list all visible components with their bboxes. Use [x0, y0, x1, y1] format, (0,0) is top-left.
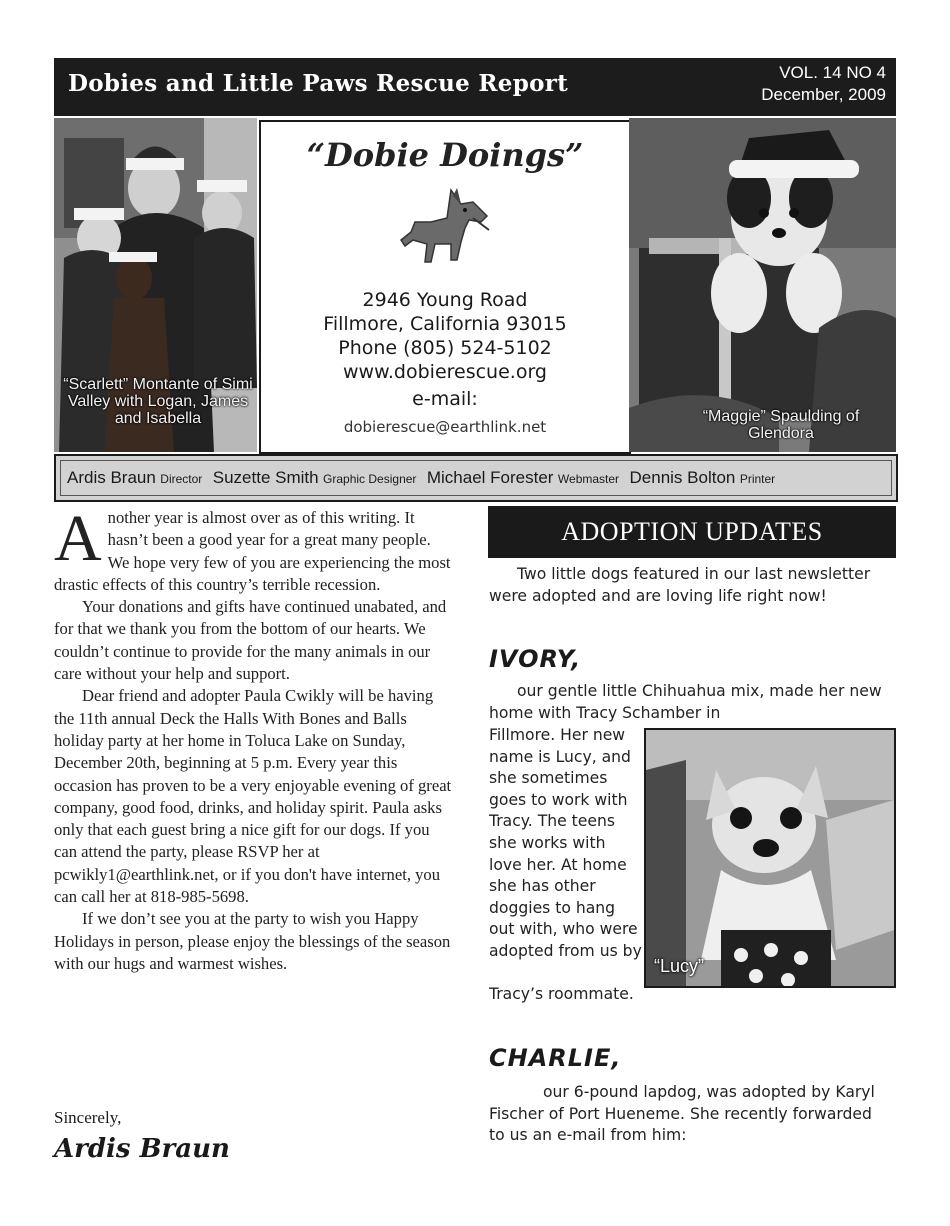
ivory-text-end: Tracy’s roommate.	[489, 985, 634, 1003]
contact-address	[261, 288, 629, 384]
charlie-heading: CHARLIE,	[489, 1044, 622, 1072]
drop-cap: A	[54, 502, 102, 575]
lucy-photo-caption: “Lucy”	[654, 956, 705, 976]
ivory-text-body: Fillmore. Her new name is Lucy, and she sometimes goes to work with Tracy. The teens she works with love her. At home she has other doggies to hang out with, who were adopted from us by	[489, 726, 642, 960]
staff-name: Suzette Smith	[212, 468, 319, 487]
staff-name: Michael Forester	[426, 468, 554, 487]
dog-logo-icon	[391, 182, 501, 272]
lucy-photo-image	[646, 730, 894, 986]
letter-paragraph	[54, 502, 454, 596]
letter-paragraph-1-text: nother year is almost over as of this writing. It hasn’t been a good year for a great many people. We hope very few of you are experiencing the most drastic effects of this country’s terrible recession.	[54, 508, 451, 594]
dobie-doings-logo: “Dobie Doings”	[306, 136, 584, 174]
issue-date: December, 2009	[761, 85, 886, 104]
staff-role: Webmaster	[557, 472, 620, 486]
address-street: 2946 Young Road	[362, 289, 528, 311]
signature: Ardis Braun	[54, 1134, 230, 1164]
staff-role: Graphic Designer	[323, 472, 417, 486]
letter-paragraph-3: Dear friend and adopter Paula Cwikly will be having the 11th annual Deck the Halls With Bones and Balls holiday party at her home in Toluca Lake on Sunday, December 20th, beginning at 5 p.m. Every year this occasion has proven to be a very enjoyable evening of great company, good food, drinks, and holiday spirit. Paula asks only that each guest bring a nice gift for our dogs. If you can attend the party, please RSVP her at pcwikly1@earthlink.net, or if you don't have internet, you can call her at 818-985-5698.	[54, 686, 452, 907]
issue-info	[761, 62, 886, 106]
maggie-photo	[629, 118, 896, 452]
volume-number: VOL. 14 NO 4	[779, 63, 886, 82]
family-photo	[54, 118, 257, 452]
staff-credits	[60, 460, 892, 496]
masthead-box	[259, 120, 631, 454]
email-label: e-mail:	[412, 388, 478, 410]
website-link[interactable]: www.dobierescue.org	[343, 361, 547, 383]
letter-paragraph-4: If we don’t see you at the party to wish you Happy Holidays in person, please enjoy the blessings of the season with our hugs and warmest wishes.	[54, 909, 451, 973]
phone-number: Phone (805) 524-5102	[338, 337, 552, 359]
director-letter	[54, 502, 454, 975]
maggie-photo-caption: “Maggie” Spaulding of Glendora	[702, 408, 860, 442]
staff-name: Dennis Bolton	[629, 468, 736, 487]
charlie-text: our 6-pound lapdog, was adopted by Karyl Fischer of Port Hueneme. She recently forwarded to us an e-mail from him:	[489, 1083, 875, 1145]
staff-role: Printer	[739, 472, 776, 486]
staff-name: Ardis Braun	[67, 468, 156, 487]
ivory-text-intro: our gentle little Chihuahua mix, made her new home with Tracy Schamber in	[489, 682, 882, 722]
staff-role: Director	[160, 472, 203, 486]
lucy-photo	[644, 728, 896, 988]
address-city: Fillmore, California 93015	[323, 313, 567, 335]
header-banner	[54, 58, 896, 116]
family-photo-caption: “Scarlett” Montante of Simi Valley with Logan, James and Isabella	[63, 376, 253, 427]
newsletter-title: Dobies and Little Paws Rescue Report	[68, 70, 569, 97]
staff-credits-bar	[54, 454, 898, 502]
adoption-updates-heading: ADOPTION UPDATES	[488, 506, 896, 558]
email-link[interactable]: dobierescue@earthlink.net	[343, 418, 547, 436]
adoption-intro: Two little dogs featured in our last newsletter were adopted and are loving life right now!	[489, 565, 871, 605]
letter-closing: Sincerely,	[54, 1108, 122, 1127]
letter-paragraph-2: Your donations and gifts have continued unabated, and for that we thank you from the bottom of our hearts. We couldn’t continue to provide for the many animals in our care without your help and support.	[54, 597, 447, 684]
ivory-heading: IVORY,	[489, 645, 582, 673]
maggie-photo-image	[629, 118, 896, 452]
